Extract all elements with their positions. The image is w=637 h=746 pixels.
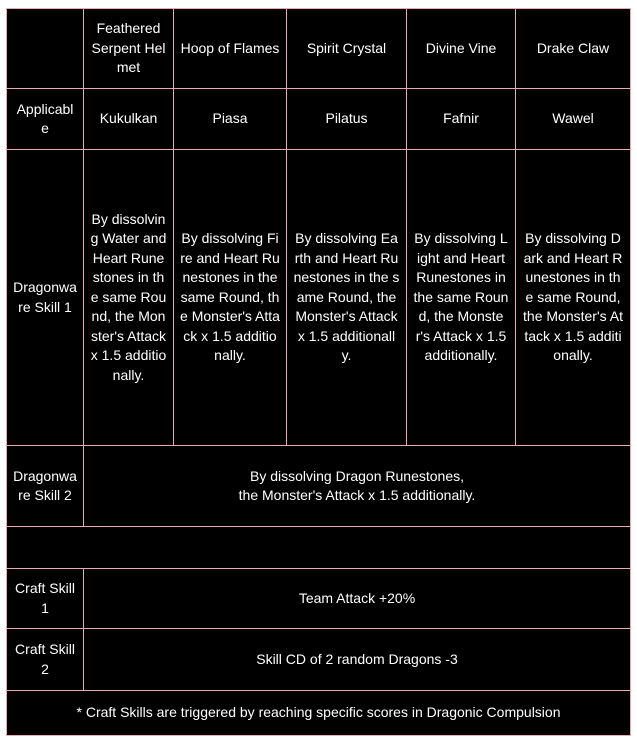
column-header: Divine Vine xyxy=(407,9,516,89)
table-cell: By dissolving Water and Heart Runestones in the same Round, the Monster's Attack x 1.5 additionally. xyxy=(84,150,174,446)
column-header: Hoop of Flames xyxy=(174,9,287,89)
table-cell: By dissolving Earth and Heart Runestones in the same Round, the Monster's Attack x 1.5 additionally. xyxy=(287,150,407,446)
craft2-row xyxy=(7,629,631,691)
column-header: Drake Claw xyxy=(516,9,631,89)
column-header: Feathered Serpent Helmet xyxy=(84,9,174,89)
table-cell: By dissolving Light and Heart Runestones in the same Round, the Monster's Attack x 1.5 additionally. xyxy=(407,150,516,446)
skill2-line: the Monster's Attack x 1.5 additionally. xyxy=(238,487,476,503)
merged-cell xyxy=(84,446,631,527)
table-cell: Kukulkan xyxy=(84,89,174,150)
merged-cell: Skill CD of 2 random Dragons -3 xyxy=(84,629,631,691)
row-label: Craft Skill 2 xyxy=(7,629,84,691)
skill2-row xyxy=(7,446,631,527)
dragonware-table xyxy=(6,8,631,736)
footnote: * Craft Skills are triggered by reaching specific scores in Dragonic Compulsion xyxy=(7,691,631,736)
row-label: Dragonware Skill 2 xyxy=(7,446,84,527)
footnote-row xyxy=(7,691,631,736)
spacer-cell xyxy=(7,527,631,569)
table-cell: Wawel xyxy=(516,89,631,150)
corner-cell xyxy=(7,9,84,89)
spacer-row xyxy=(7,527,631,569)
row-label: Craft Skill 1 xyxy=(7,569,84,629)
row-label: Dragonware Skill 1 xyxy=(7,150,84,446)
skill2-line: By dissolving Dragon Runestones, xyxy=(249,467,464,484)
table-cell: By dissolving Fire and Heart Runestones in the same Round, the Monster's Attack x 1.5 additionally. xyxy=(174,150,287,446)
merged-cell: Team Attack +20% xyxy=(84,569,631,629)
craft1-row xyxy=(7,569,631,629)
applicable-row xyxy=(7,89,631,150)
row-label: Applicable xyxy=(7,89,84,150)
table-cell: Pilatus xyxy=(287,89,407,150)
table-cell: Piasa xyxy=(174,89,287,150)
table-cell: By dissolving Dark and Heart Runestones in the same Round, the Monster's Attack x 1.5 additionally. xyxy=(516,150,631,446)
header-row xyxy=(7,9,631,89)
skill1-row xyxy=(7,150,631,446)
table-cell: Fafnir xyxy=(407,89,516,150)
column-header: Spirit Crystal xyxy=(287,9,407,89)
